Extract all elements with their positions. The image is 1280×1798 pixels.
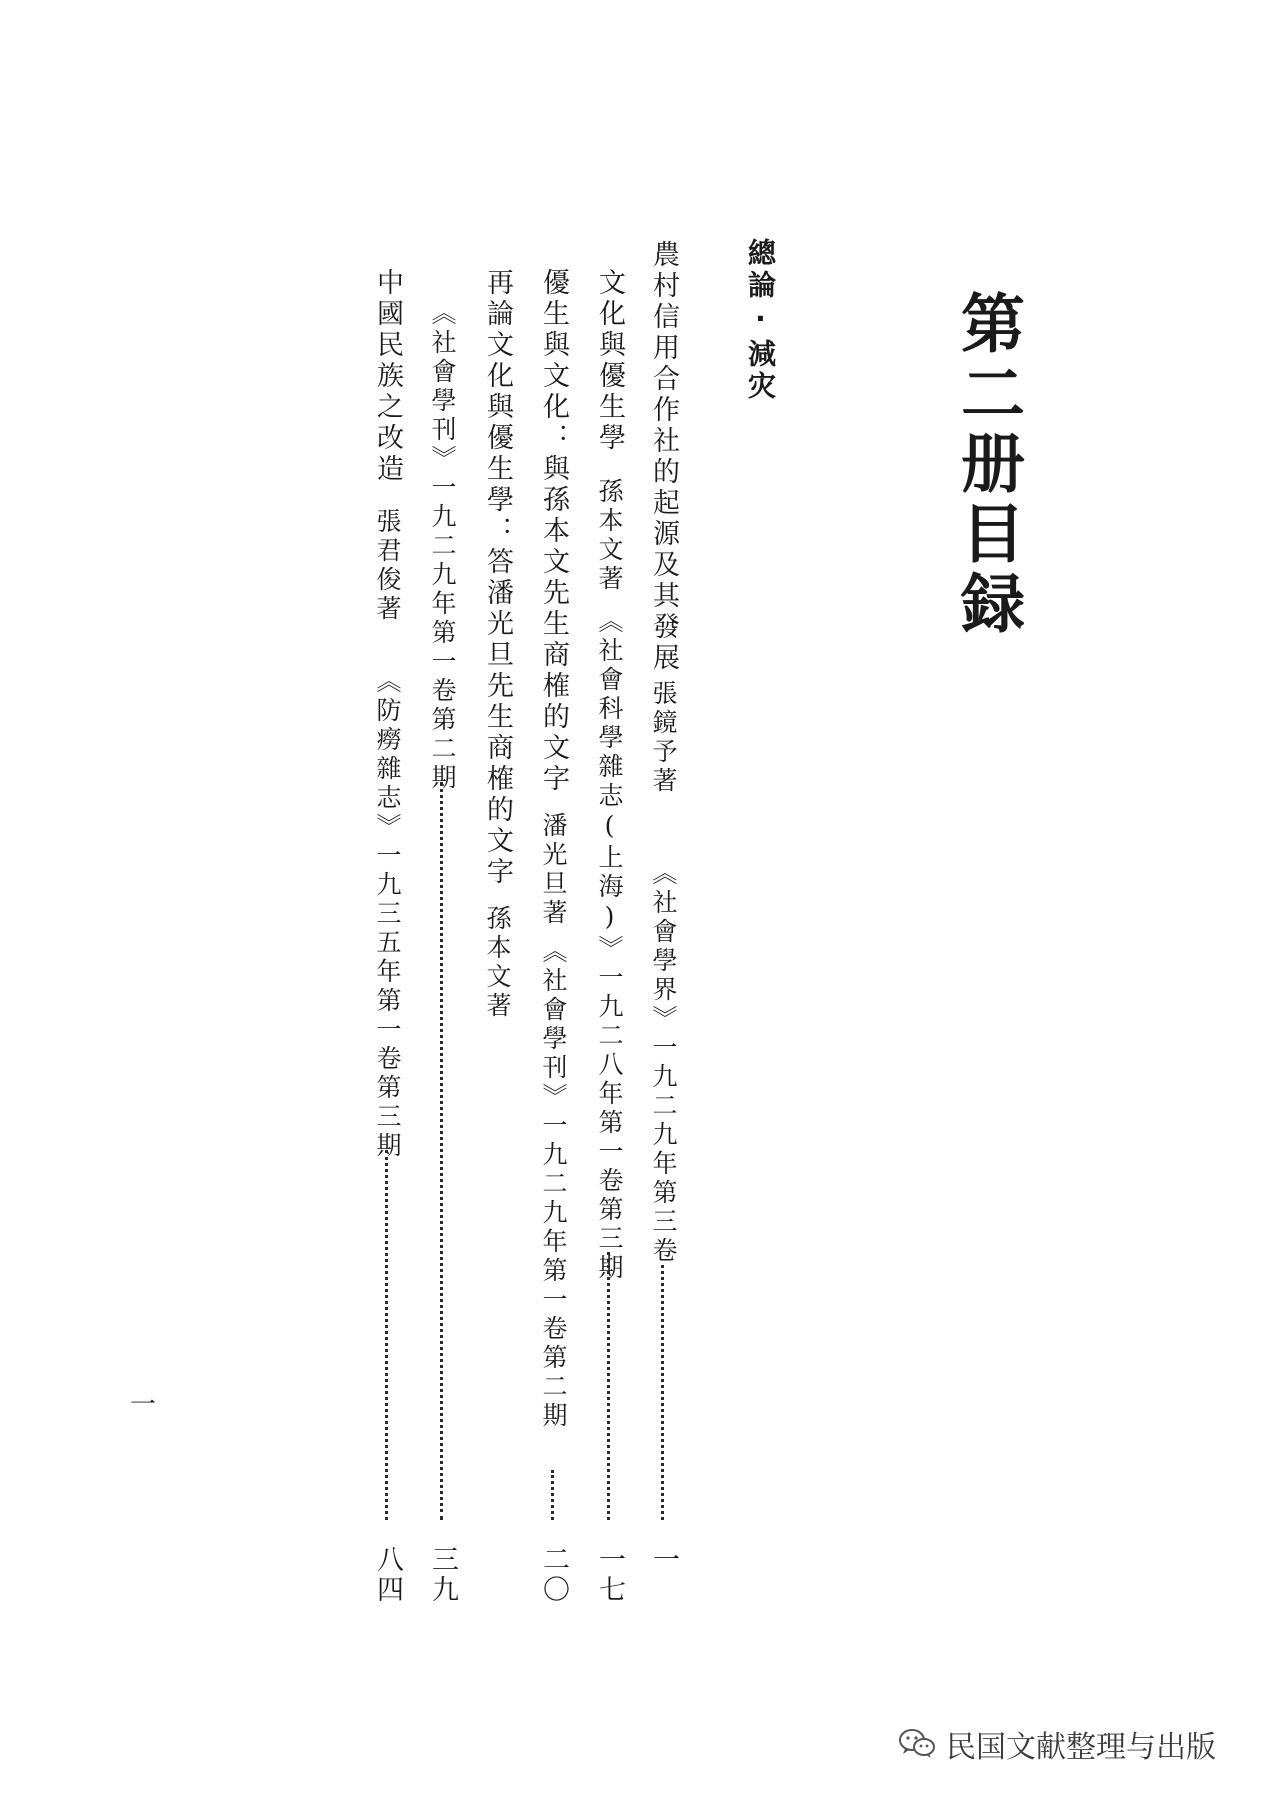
- entry-source: 《社會科學雜志(上海)》一九二八年第一卷第三期: [595, 608, 624, 1283]
- watermark-text: 民国文献整理与出版: [946, 1730, 1216, 1765]
- folio-page-number: 一: [130, 1390, 157, 1420]
- dot-leader: [551, 1470, 554, 1520]
- entry-title: 中國民族之改造: [372, 268, 403, 485]
- entry-page-number: 一: [648, 1545, 679, 1575]
- entry-title: 文化與優生學: [594, 268, 625, 454]
- entry-author: 孫本文著: [483, 905, 512, 1021]
- entry-source: 《防癆雜志》一九三五年第一卷第三期: [373, 668, 402, 1161]
- dot-leader: [607, 1252, 610, 1520]
- entry-source: 《社會學刊》一九二九年第一卷第二期: [428, 300, 457, 793]
- page-title: 第二册目録: [950, 290, 1025, 640]
- entry-author: 張君俊著: [373, 508, 402, 624]
- dot-leader: [440, 782, 443, 1520]
- entry-page-number: 二〇: [538, 1545, 569, 1605]
- dot-leader: [385, 1150, 388, 1520]
- entry-title: 優生與文化：與孫本文先生商榷的文字: [538, 268, 569, 795]
- entry-source: 《社會學界》一九二九年第三卷: [649, 860, 678, 1266]
- watermark: [898, 1722, 1216, 1766]
- entry-page-number: 八四: [372, 1545, 403, 1605]
- entry-author: 孫本文著: [595, 478, 624, 594]
- entry-title: 再論文化與優生學：答潘光旦先生商榷的文字: [482, 268, 513, 888]
- entry-source: 《社會學刊》一九二九年第一卷第二期: [539, 938, 568, 1431]
- entry-author: 張鏡予著: [649, 680, 678, 796]
- wechat-icon: [898, 1728, 936, 1760]
- entry-author: 潘光旦著: [539, 812, 568, 928]
- entry-page-number: 一七: [594, 1545, 625, 1605]
- dot-leader: [661, 1265, 664, 1520]
- section-heading: 總論·減灾: [744, 238, 777, 403]
- entry-page-number: 三九: [427, 1545, 458, 1605]
- entry-title: 農村信用合作社的起源及其發展: [648, 240, 679, 674]
